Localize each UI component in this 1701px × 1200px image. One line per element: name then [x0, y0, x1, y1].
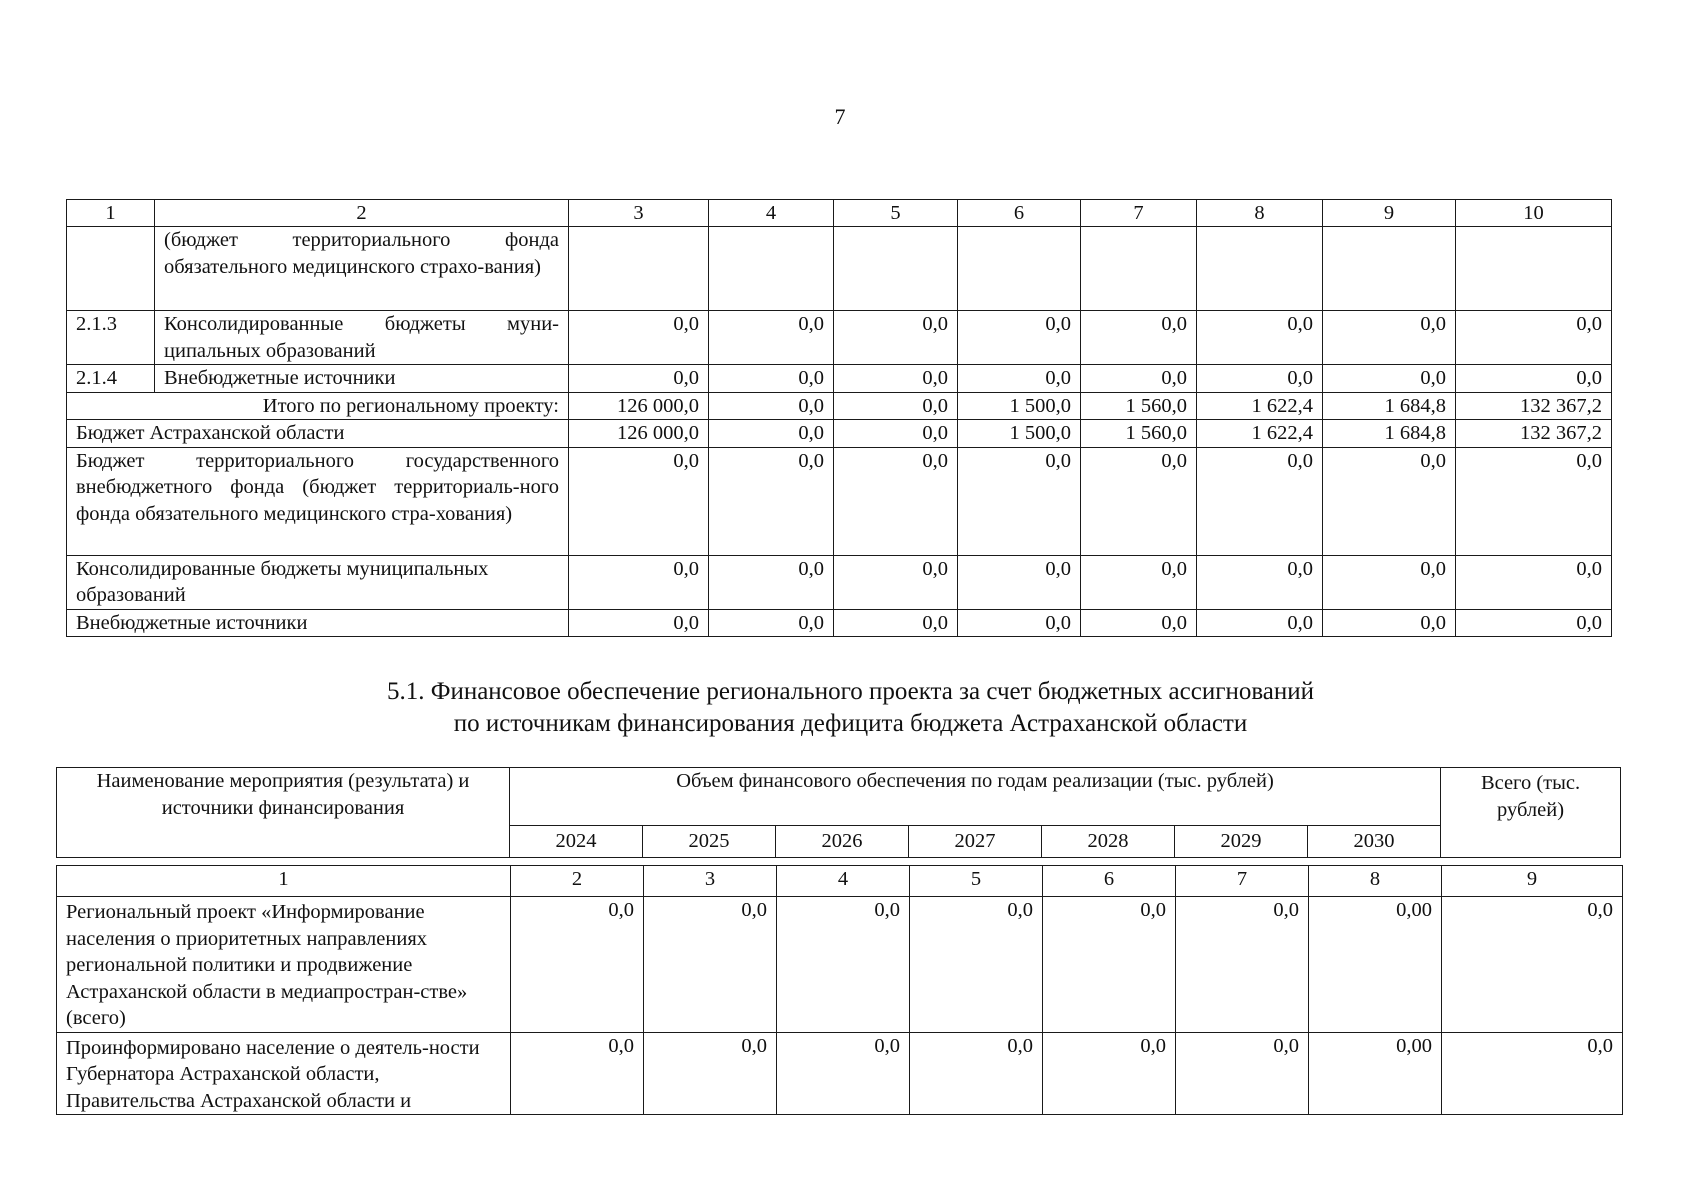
- total-column-header: Всего (тыс. рублей): [1441, 768, 1621, 858]
- table-header-row: [57, 866, 1623, 897]
- cell-value: 0,0: [644, 1032, 777, 1115]
- cell-value: 0,0: [1323, 365, 1456, 393]
- cell-value: 0,0: [1197, 555, 1323, 609]
- cell-value: 0,0: [709, 555, 834, 609]
- column-header: 2: [155, 200, 569, 227]
- row-name: (бюджет территориального фонда обязательного медицинского страхо-вания): [155, 227, 569, 311]
- cell-value: [834, 227, 958, 311]
- cell-value: 0,0: [1442, 1032, 1623, 1115]
- table-header-row: [57, 768, 1621, 826]
- cell-value: 0,0: [1323, 555, 1456, 609]
- row-name: Консолидированные бюджеты муни-ципальных образований: [155, 311, 569, 365]
- cell-value: 1 560,0: [1081, 420, 1197, 448]
- cell-value: 0,0: [777, 1032, 910, 1115]
- cell-value: 0,0: [1081, 365, 1197, 393]
- cell-value: 1 622,4: [1197, 392, 1323, 420]
- column-header: 8: [1197, 200, 1323, 227]
- cell-value: 0,0: [569, 555, 709, 609]
- cell-value: 0,0: [1456, 447, 1612, 555]
- cell-value: 0,0: [910, 1032, 1043, 1115]
- cell-value: 1 622,4: [1197, 420, 1323, 448]
- table-row: [67, 555, 1612, 609]
- cell-value: 0,0: [958, 609, 1081, 637]
- cell-value: 0,00: [1309, 897, 1442, 1033]
- cell-value: 0,0: [569, 311, 709, 365]
- cell-value: 0,0: [569, 609, 709, 637]
- cell-value: 132 367,2: [1456, 420, 1612, 448]
- cell-value: 0,0: [1197, 365, 1323, 393]
- cell-value: 0,0: [1456, 555, 1612, 609]
- total-row: [67, 392, 1612, 420]
- cell-value: [1456, 227, 1612, 311]
- table-row: [67, 609, 1612, 637]
- budget-table: [66, 199, 1612, 637]
- cell-value: 0,0: [834, 392, 958, 420]
- cell-value: 0,0: [958, 555, 1081, 609]
- column-header: 7: [1176, 866, 1309, 897]
- cell-value: 1 684,8: [1323, 392, 1456, 420]
- table-row: [57, 897, 1623, 1033]
- section-title-line: по источникам финансирования дефицита бюджета Астраханской области: [453, 710, 1248, 737]
- cell-value: [1323, 227, 1456, 311]
- column-header: 4: [709, 200, 834, 227]
- cell-value: 0,0: [1043, 1032, 1176, 1115]
- cell-value: [958, 227, 1081, 311]
- cell-value: 0,0: [958, 365, 1081, 393]
- cell-value: 0,0: [834, 420, 958, 448]
- cell-value: 126 000,0: [569, 392, 709, 420]
- name-column-header: Наименование мероприятия (результата) и источники финансирования: [57, 768, 510, 858]
- row-number: 2.1.4: [67, 365, 155, 393]
- row-number: 2.1.3: [67, 311, 155, 365]
- total-label: Итого по региональному проекту:: [67, 392, 569, 420]
- cell-value: 0,0: [958, 447, 1081, 555]
- section-title: [0, 676, 1701, 740]
- page-number: 7: [834, 104, 846, 129]
- cell-value: 0,00: [1309, 1032, 1442, 1115]
- column-header: 9: [1323, 200, 1456, 227]
- cell-value: 1 500,0: [958, 392, 1081, 420]
- row-name: Внебюджетные источники: [67, 609, 569, 637]
- column-header: 1: [57, 866, 511, 897]
- cell-value: 126 000,0: [569, 420, 709, 448]
- column-header: 3: [644, 866, 777, 897]
- cell-value: 0,0: [1176, 1032, 1309, 1115]
- cell-value: 0,0: [1197, 609, 1323, 637]
- cell-value: 0,0: [834, 365, 958, 393]
- cell-value: 0,0: [1081, 447, 1197, 555]
- cell-value: 0,0: [1197, 311, 1323, 365]
- cell-value: 0,0: [834, 447, 958, 555]
- cell-value: 0,0: [1323, 447, 1456, 555]
- cell-value: 1 560,0: [1081, 392, 1197, 420]
- cell-value: [569, 227, 709, 311]
- cell-value: 0,0: [910, 897, 1043, 1033]
- cell-value: 0,0: [777, 897, 910, 1033]
- year-header: 2029: [1175, 826, 1308, 858]
- cell-value: 0,0: [1043, 897, 1176, 1033]
- table-header-row: [67, 200, 1612, 227]
- row-name: Бюджет Астраханской области: [67, 420, 569, 448]
- row-name: Проинформировано население о деятель-ности Губернатора Астраханской области, Правительства Астраханской области и: [57, 1032, 511, 1115]
- table-row: [67, 420, 1612, 448]
- year-header: 2030: [1308, 826, 1441, 858]
- cell-value: 132 367,2: [1456, 392, 1612, 420]
- cell-value: 0,0: [834, 555, 958, 609]
- column-header: 1: [67, 200, 155, 227]
- cell-value: 0,0: [1456, 311, 1612, 365]
- cell-value: [1081, 227, 1197, 311]
- cell-value: [709, 227, 834, 311]
- cell-value: 0,0: [709, 447, 834, 555]
- cell-value: 0,0: [709, 311, 834, 365]
- column-header: 9: [1442, 866, 1623, 897]
- row-number: [67, 227, 155, 311]
- column-header: 8: [1309, 866, 1442, 897]
- volume-header: Объем финансового обеспечения по годам реализации (тыс. рублей): [510, 768, 1441, 826]
- cell-value: 0,0: [569, 447, 709, 555]
- cell-value: 0,0: [1323, 311, 1456, 365]
- cell-value: 0,0: [511, 1032, 644, 1115]
- year-header: 2027: [909, 826, 1042, 858]
- table-row: [57, 1032, 1623, 1115]
- column-header: 4: [777, 866, 910, 897]
- cell-value: 0,0: [569, 365, 709, 393]
- section-title-line: 5.1. Финансовое обеспечение регионального проекта за счет бюджетных ассигнований: [386, 678, 1315, 705]
- cell-value: 0,0: [1176, 897, 1309, 1033]
- cell-value: 0,0: [709, 365, 834, 393]
- row-name: Бюджет территориального государственного внебюджетного фонда (бюджет территориаль-ного фонда обязательного медицинского стра-хования): [67, 447, 569, 555]
- column-header: 6: [1043, 866, 1176, 897]
- year-header: 2026: [776, 826, 909, 858]
- cell-value: [1197, 227, 1323, 311]
- cell-value: 0,0: [1323, 609, 1456, 637]
- table-row: [67, 311, 1612, 365]
- table-row: [67, 227, 1612, 311]
- cell-value: 0,0: [834, 311, 958, 365]
- year-header: 2028: [1042, 826, 1175, 858]
- row-name: Внебюджетные источники: [155, 365, 569, 393]
- row-name: Региональный проект «Информирование населения о приоритетных направлениях региональной политики и продвижение Астраханской области в медиапростран-стве» (всего): [57, 897, 511, 1033]
- financing-header-table: [56, 767, 1621, 858]
- column-header: 6: [958, 200, 1081, 227]
- column-header: 7: [1081, 200, 1197, 227]
- column-header: 5: [834, 200, 958, 227]
- cell-value: 0,0: [709, 420, 834, 448]
- table-row: [67, 447, 1612, 555]
- column-header: 2: [511, 866, 644, 897]
- cell-value: 0,0: [709, 609, 834, 637]
- cell-value: 0,0: [644, 897, 777, 1033]
- year-header: 2025: [643, 826, 776, 858]
- cell-value: 0,0: [1081, 609, 1197, 637]
- year-header: 2024: [510, 826, 643, 858]
- column-header: 10: [1456, 200, 1612, 227]
- cell-value: 0,0: [709, 392, 834, 420]
- column-header: 3: [569, 200, 709, 227]
- cell-value: 1 684,8: [1323, 420, 1456, 448]
- cell-value: 0,0: [1442, 897, 1623, 1033]
- row-name: Консолидированные бюджеты муниципальных образований: [67, 555, 569, 609]
- column-header: 5: [910, 866, 1043, 897]
- cell-value: 0,0: [834, 609, 958, 637]
- financing-table: [56, 865, 1623, 1115]
- cell-value: 0,0: [511, 897, 644, 1033]
- cell-value: 1 500,0: [958, 420, 1081, 448]
- cell-value: 0,0: [958, 311, 1081, 365]
- cell-value: 0,0: [1081, 311, 1197, 365]
- cell-value: 0,0: [1197, 447, 1323, 555]
- cell-value: 0,0: [1456, 365, 1612, 393]
- cell-value: 0,0: [1456, 609, 1612, 637]
- table-row: [67, 365, 1612, 393]
- cell-value: 0,0: [1081, 555, 1197, 609]
